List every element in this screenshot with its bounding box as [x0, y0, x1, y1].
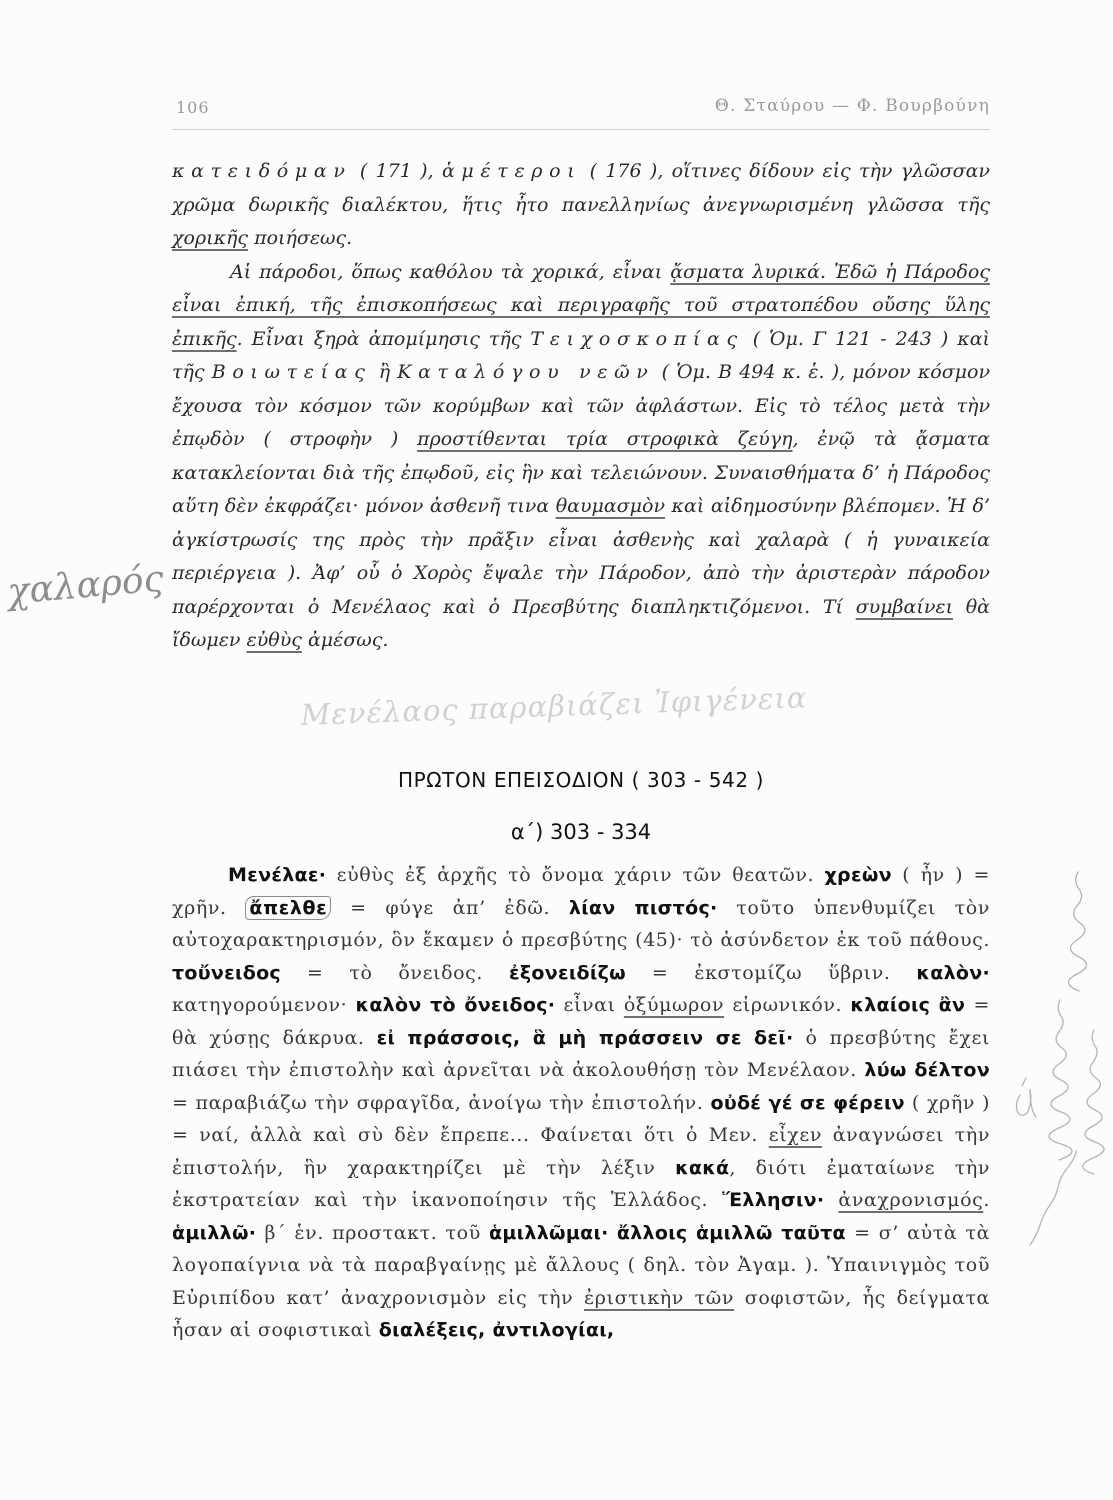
bold-lemma: ἁμιλλῶμαι·: [489, 1221, 609, 1244]
bold-lemma: Μενέλαε·: [228, 864, 327, 886]
handwritten-faint-note: Μενέλαος παραβιάζει Ἰφιγένεια: [300, 680, 808, 732]
text-run: = ἐκστομίζω ὕβριν.: [625, 961, 917, 984]
text-run: κατηγορούμενον·: [172, 994, 356, 1016]
text-run: , ἐνῷ τὰ ᾄσματα κατακλείονται διὰ τῆς ἐπῳδοῦ, εἰς ἣν καὶ τελειώνουν. Συναισθήματα δ’ ἡ Πάροδος αὕτη δὲν ἐκφράζει· μόνον ἀσθενῆ τινα: [172, 428, 990, 517]
bold-lemma: τοὔνειδος: [172, 961, 281, 984]
page-number: 106: [176, 98, 210, 117]
intro-text: [172, 155, 990, 763]
text-run: = σ’ αὐτὰ τὰ λογοπαίγνια νὰ τὰ παραβγαίνῃς μὲ ἄλλους ( δηλ. τὸν Ἀγαμ. ). Ὑπαινιγμὸς τοῦ Εὐριπίδου κατ’ ἀναχρονισμὸν εἰς τὴν: [172, 1221, 990, 1309]
text-run: εὐθὺς ἐξ ἀρχῆς τὸ ὄνομα χάριν τῶν θεατῶν.: [326, 864, 825, 886]
running-title: Θ. Σταύρου — Φ. Βουρβούνη: [714, 96, 990, 116]
pencil-underlined-text: θαυμασμὸν: [555, 495, 666, 517]
text-run: θὰ ἴδωμεν: [172, 595, 991, 651]
text-run: καὶ αἰδημοσύνην βλέπομεν. Ἡ δ’ ἀγκίστρωσίς της πρὸς τὴν πρᾶξιν εἶναι ἀσθενὴς καὶ χαλαρὰ ( ἡ γυναικεία περιέργεια ). Ἀφ’ οὗ ὁ Χορὸς ἔψαλε τὴν Πάροδον, ἀπὸ τὴν ἀριστερὰν πάροδον παρέρχονται ὁ Μενέλαος καὶ ὁ Πρεσβύτης διαπληκτιζόμενοι. Τί: [172, 495, 990, 618]
text-run: ( χρῆν ) = ναί, ἀλλὰ καὶ σὺ δὲν ἔπρεπε... Φαίνεται ὅτι ὁ Μεν.: [172, 1091, 990, 1146]
pencil-underlined-text: συμβαίνει: [855, 595, 954, 618]
text-run: [609, 1222, 617, 1244]
bold-lemma: κακά: [675, 1156, 730, 1179]
pencil-underlined-text: ᾄσματα λυρικά. Ἐδῶ ἡ Πάροδος εἶναι ἐπική, τῆς ἐπισκοπήσεως καὶ περιγραφῆς τοῦ στρατοπέδου οὔσης ὕλης ἐπικῆς: [172, 260, 990, 350]
text-run: ἢ: [371, 361, 398, 383]
bold-lemma: λίαν πιστός·: [568, 896, 718, 919]
bold-lemma: χρεὼν: [824, 864, 892, 886]
text-run: ( ἦν ) = χρῆν.: [172, 864, 990, 919]
text-run: σοφιστῶν, ἧς δείγματα ἦσαν αἱ σοφιστικαὶ: [172, 1286, 990, 1341]
text-run: = τὸ ὄνειδος.: [281, 961, 509, 984]
bold-lemma: κλαίοις ἂν: [850, 994, 966, 1016]
text-run: , διότι ἐματαίωνε τὴν ἐκστρατείαν καὶ τὴν ἱκανοποίησιν τῆς Ἑλλάδος.: [172, 1156, 990, 1211]
pencil-stroke: [1030, 1151, 1076, 1245]
pencil-underlined-text: ἐριστικὴν τῶν: [583, 1286, 735, 1309]
pencil-underlined-text: εὐθὺς: [246, 629, 302, 651]
bold-lemma: καλὸν·: [916, 961, 991, 984]
text-run: Αἱ πάροδοι, ὅπως καθόλου τὰ χορικά, εἶναι: [230, 260, 671, 283]
spaced-emphasis: Βοιωτείας: [211, 361, 372, 383]
text-run: .: [983, 1189, 990, 1211]
text-run: εἶναι: [555, 994, 624, 1016]
pencil-underlined-text: προστίθενται τρία στροφικὰ ζεύγη: [417, 428, 793, 450]
text-run: ( 176 ), οἵτινες δίδουν εἰς τὴν γλῶσσαν χρῶμα δωρικῆς διαλέκτου, ἥτις ἦτο πανελληνίως ἀνεγνωρισμένη γλῶσσα τῆς: [172, 160, 990, 216]
pencil-scribbles: [990, 850, 1110, 1270]
text-run: β΄ ἑν. προστακτ. τοῦ: [256, 1221, 490, 1244]
bold-lemma: καλὸν τὸ ὄνειδος·: [355, 994, 556, 1016]
pencil-underlined-text: χορικῆς: [172, 227, 249, 249]
text-run: = φύγε ἀπ’ ἐδῶ.: [331, 896, 569, 919]
text-column: [172, 155, 990, 1347]
text-run: ( Ὁμ. Γ 121 - 243 ) καὶ τῆς: [172, 327, 990, 383]
section-heading: ΠΡΩΤΟΝ ΕΠΕΙΣΟΔΙΟΝ ( 303 - 542 ): [397, 768, 765, 792]
handwritten-margin-note: χαλαρός: [6, 558, 166, 613]
section-subheading: α΄) 303 - 334: [510, 820, 652, 844]
spaced-emphasis: ἁμέτεροι: [441, 160, 582, 182]
bold-lemma: Ἕλλησιν·: [722, 1189, 825, 1211]
spaced-emphasis: Καταλόγου νεῶν: [397, 361, 655, 383]
pencil-stroke: [1068, 872, 1086, 991]
bold-lemma: εἰ πράσσοις, ἃ μὴ πράσσειν σε δεῖ·: [376, 1026, 794, 1049]
text-run: ( 171 ),: [351, 160, 442, 182]
pencil-stroke: [1083, 1030, 1104, 1174]
spaced-emphasis: κατειδόμαν: [172, 160, 352, 182]
text-run: . Εἶναι ξηρὰ ἀπομίμησις τῆς: [236, 327, 531, 350]
text-run: ἀμέσως.: [301, 629, 389, 651]
text-run: εἰρωνικόν.: [724, 994, 851, 1016]
bold-lemma: ἁμιλλῶ·: [172, 1221, 257, 1244]
pencil-stroke: [1049, 1000, 1072, 1160]
boxed-lemma: ἄπελθε: [245, 896, 331, 920]
text-run: [824, 1189, 838, 1211]
intro-paragraph: [172, 155, 990, 256]
bold-lemma: λύω δέλτον: [864, 1059, 990, 1081]
text-run: = παραβιάζω τὴν σφραγῖδα, ἀνοίγω τὴν ἐπιστολήν.: [172, 1091, 711, 1114]
pencil-stroke: [1017, 1078, 1036, 1117]
intro-paragraph: [172, 256, 990, 658]
commentary-paragraph: [172, 859, 990, 1347]
text-run: ποιήσεως.: [248, 227, 353, 249]
text-run: ( Ὁμ. Β 494 κ. ἑ. ), μόνον κόσμον ἔχουσα τὸν κόσμον τῶν κορύμβων καὶ τῶν ἀφλάστων. Εἰς τὸ τέλος μετὰ τὴν ἐπῳδὸν ( στροφὴν ): [172, 361, 990, 450]
spaced-emphasis: Τειχοσκοπίας: [530, 327, 744, 350]
text-run: ἀναγνώσει τὴν ἐπιστολήν, ἣν χαρακτηρίζει μὲ τὴν λέξιν: [172, 1124, 991, 1179]
bold-lemma: ἄλλοις ἁμιλλῶ ταῦτα: [616, 1221, 846, 1244]
pencil-underlined-text: ἀναχρονισμός: [838, 1189, 984, 1211]
text-run: = θὰ χύσῃς δάκρυα.: [172, 994, 991, 1049]
bold-lemma: διαλέξεις, ἀντιλογίαι,: [378, 1319, 615, 1341]
text-run: τοῦτο ὑπενθυμίζει τὸν αὐτοχαρακτηρισμόν, ὃν ἔκαμεν ὁ πρεσβύτης (45)· τὸ ἀσύνδετον ἐκ τοῦ πάθους.: [172, 896, 990, 951]
text-run: ὁ πρεσβύτης ἔχει πιάσει τὴν ἐπιστολὴν καὶ ἀρνεῖται νὰ ἀκολουθήσῃ τὸν Μενέλαον.: [172, 1026, 990, 1081]
bold-lemma: ἐξονειδίζω: [508, 961, 626, 984]
pencil-underlined-text: ὀξύμωρον: [623, 994, 725, 1016]
header-rule: [172, 129, 990, 130]
pencil-underlined-text: εἶχεν: [768, 1124, 822, 1146]
bold-lemma: οὐδέ γέ σε φέρειν: [710, 1091, 905, 1114]
